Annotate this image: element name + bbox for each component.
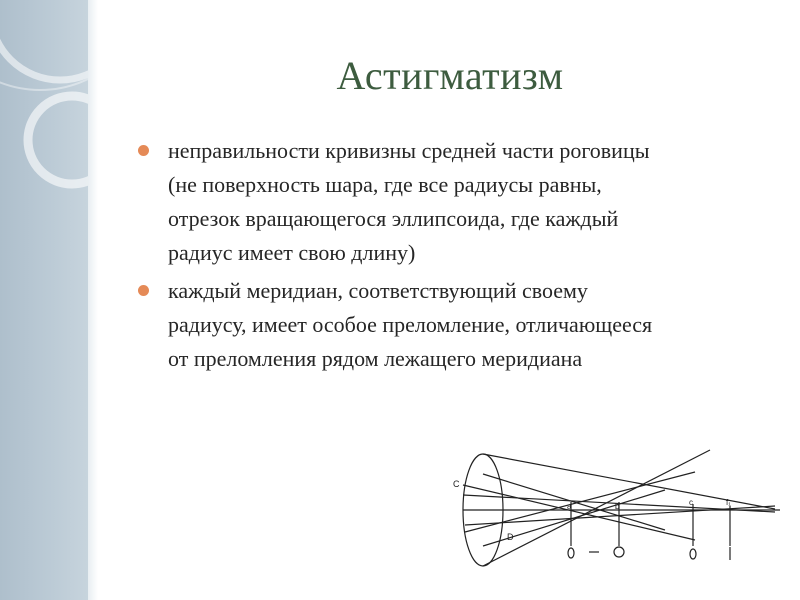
label-b: b [615,502,620,511]
bullet-text-line: от преломления рядом лежащего меридиана [168,346,583,371]
bullet-text-line: радиусу, имеет особое преломление, отличающееся [168,312,653,337]
decorative-circles [0,0,88,600]
slide-title: Астигматизм [336,53,564,98]
ray-line [483,474,665,530]
bullet-item [138,134,778,270]
bullet-dot-icon [138,285,149,296]
label-a: a [567,502,572,511]
label-c-right: c [689,498,693,507]
side-band-edge [88,0,98,600]
astigmatism-diagram [445,440,785,570]
decorative-side-band [0,0,88,600]
bullet-list [138,134,778,380]
ray-line [483,450,710,566]
bullet-dot-icon [138,145,149,156]
vertical-ellipse-icon [690,549,696,559]
label-f1: f₁ [726,498,731,507]
bullet-text-line: каждый меридиан, соответствующий своему [168,278,588,303]
bullet-text-line: (не поверхность шара, где все радиусы равны, [168,172,602,197]
circle-icon [614,547,624,557]
bullet-text-line: отрезок вращающегося эллипсоида, где каждый [168,206,619,231]
bullet-item [138,274,778,376]
bullet-text-line: неправильности кривизны средней части роговицы [168,138,650,163]
bullet-text-line: радиус имеет свою длину) [168,240,416,265]
label-c-left: C [453,479,460,489]
label-d: D [507,532,514,542]
vertical-ellipse-icon [568,548,574,558]
